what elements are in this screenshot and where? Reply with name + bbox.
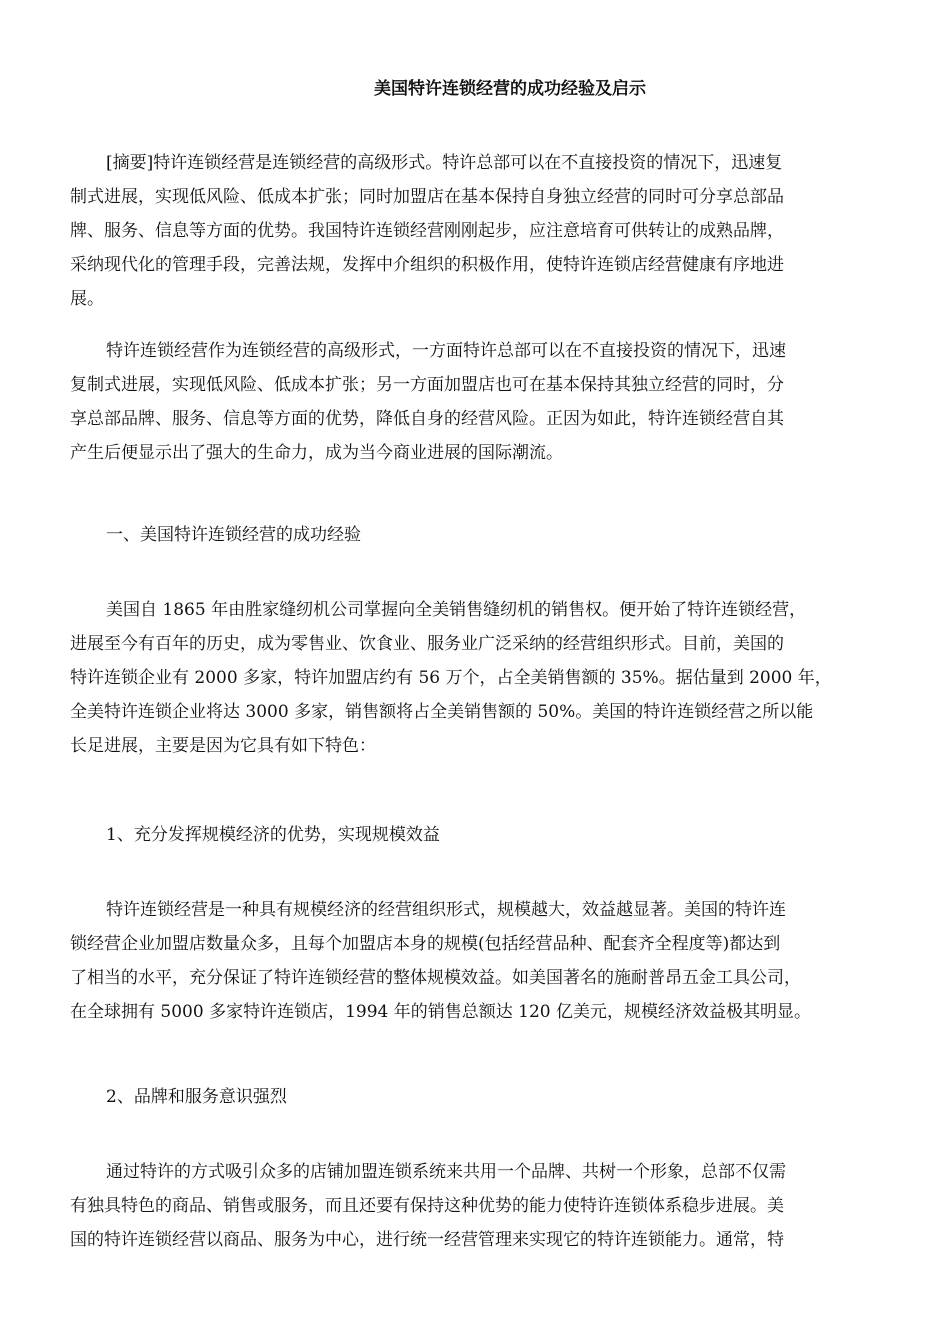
text-line: 美国自 1865 年由胜家缝纫机公司掌握向全美销售缝纫机的销售权。便开始了特许连锁经营，	[106, 600, 807, 620]
subsection-1-paragraph	[70, 893, 878, 1029]
text-line: 在全球拥有 5000 多家特许连锁店，1994 年的销售总额达 120 亿美元，规模经济效益极其明显。	[70, 1002, 811, 1022]
text-line: 有独具特色的商品、销售或服务，而且还要有保持这种优势的能力使特许连锁体系稳步进展。美	[70, 1196, 784, 1216]
text-line: 锁经营企业加盟店数量众多，且每个加盟店本身的规模(包括经营品种、配套齐全程度等)都达到	[70, 934, 781, 954]
subsection-2-paragraph	[70, 1155, 878, 1257]
text-line: 牌、服务、信息等方面的优势。我国特许连锁经营刚刚起步，应注意培育可供转让的成熟品牌，	[70, 221, 784, 241]
intro-paragraph	[70, 334, 878, 470]
text-line: 制式进展，实现低风险、低成本扩张；同时加盟店在基本保持自身独立经营的同时可分享总部品	[70, 187, 784, 207]
text-line: 进展至今有百年的历史，成为零售业、饮食业、服务业广泛采纳的经营组织形式。目前，美国的	[70, 634, 784, 654]
text-line: 特许连锁经营作为连锁经营的高级形式，一方面特许总部可以在不直接投资的情况下，迅速	[106, 341, 786, 361]
text-line: 特许连锁经营是一种具有规模经济的经营组织形式，规模越大，效益越显著。美国的特许连	[106, 900, 786, 920]
text-line: 采纳现代化的管理手段，完善法规，发挥中介组织的积极作用，使特许连锁店经营健康有序地进	[70, 255, 784, 275]
subsection-2-heading: 2、品牌和服务意识强烈	[106, 1087, 287, 1107]
subsection-heading	[70, 1080, 878, 1114]
text-line: 展。	[70, 289, 104, 309]
section-heading	[70, 518, 878, 552]
text-line: 产生后便显示出了强大的生命力，成为当今商业进展的国际潮流。	[70, 443, 563, 463]
text-line: [摘要]特许连锁经营是连锁经营的高级形式。特许总部可以在不直接投资的情况下，迅速复	[106, 153, 783, 173]
document-title: 美国特许连锁经营的成功经验及启示	[374, 79, 646, 99]
subsection-heading	[70, 818, 878, 852]
subsection-1-heading: 1、充分发挥规模经济的优势，实现规模效益	[106, 825, 440, 845]
text-line: 了相当的水平，充分保证了特许连锁经营的整体规模效益。如美国著名的施耐普昂五金工具公司，	[70, 968, 801, 988]
text-line: 长足进展，主要是因为它具有如下特色：	[70, 736, 376, 756]
text-line: 特许连锁企业有 2000 多家，特许加盟店约有 56 万个，占全美销售额的 35%。据估量到 2000 年，	[70, 668, 832, 688]
text-line: 享总部品牌、服务、信息等方面的优势，降低自身的经营风险。正因为如此，特许连锁经营自其	[70, 409, 784, 429]
abstract-paragraph	[70, 146, 878, 316]
text-line: 复制式进展，实现低风险、低成本扩张；另一方面加盟店也可在基本保持其独立经营的同时，分	[70, 375, 784, 395]
section-1-paragraph	[70, 593, 878, 763]
text-line: 国的特许连锁经营以商品、服务为中心，进行统一经营管理来实现它的特许连锁能力。通常，特	[70, 1230, 784, 1250]
text-line: 通过特许的方式吸引众多的店铺加盟连锁系统来共用一个品牌、共树一个形象，总部不仅需	[106, 1162, 786, 1182]
text-line: 全美特许连锁企业将达 3000 多家，销售额将占全美销售额的 50%。美国的特许连锁经营之所以能	[70, 702, 814, 722]
section-1-heading: 一、美国特许连锁经营的成功经验	[106, 525, 361, 545]
